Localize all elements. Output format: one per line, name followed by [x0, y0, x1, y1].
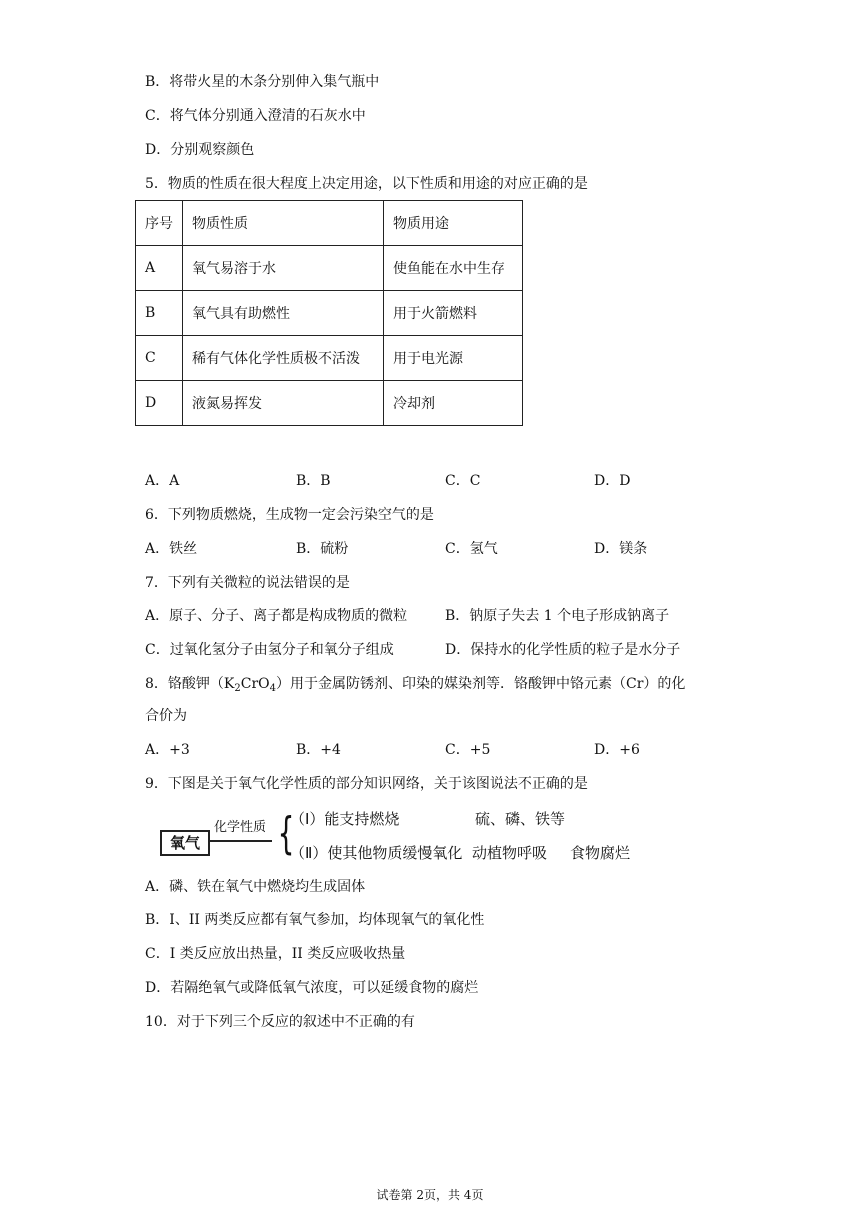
table-cell: 氧气易溶于水 [183, 246, 384, 291]
q7-option-c: C．过氧化氢分子由氢分子和氧分子组成 [145, 642, 394, 658]
q5-option-c: C．C [445, 473, 481, 489]
q9-option-d: D．若隔绝氧气或降低氧气浓度，可以延缓食物的腐烂 [145, 980, 479, 996]
q5-table [135, 200, 523, 426]
q8-option-b: B．+4 [296, 742, 341, 758]
table-row [136, 246, 523, 291]
q4-option-b: B．将带火星的木条分别伸入集气瓶中 [145, 74, 380, 90]
table-cell: 用于电光源 [384, 336, 523, 381]
diagram-connector-line [208, 840, 272, 842]
q9-stem: 9．下图是关于氧气化学性质的部分知识网络，关于该图说法不正确的是 [145, 776, 588, 792]
table-cell: A [136, 246, 183, 291]
q6-option-c: C．氢气 [445, 541, 498, 557]
q8-stem [145, 674, 685, 699]
table-cell: 冷却剂 [384, 381, 523, 426]
page-footer: 试卷第 2页，共 4页 [376, 1188, 484, 1202]
q6-option-b: B．硫粉 [296, 541, 349, 557]
q5-option-b: B．B [296, 473, 331, 489]
table-cell: 液氮易挥发 [183, 381, 384, 426]
table-row [136, 291, 523, 336]
q4-option-d: D．分别观察颜色 [145, 142, 255, 158]
q7-option-a: A．原子、分子、离子都是构成物质的微粒 [145, 608, 408, 624]
table-header-cell: 物质性质 [183, 201, 384, 246]
q8-option-c: C．+5 [445, 742, 491, 758]
table-row [136, 336, 523, 381]
diagram-branch1-examples: 硫、磷、铁等 [475, 810, 566, 828]
q9-option-b: B．I、II 两类反应都有氧气参加，均体现氧气的氧化性 [145, 912, 485, 928]
q5-stem: 5．物质的性质在很大程度上决定用途，以下性质和用途的对应正确的是 [145, 176, 588, 192]
q8-subscript: 2 [234, 683, 241, 694]
q5-option-a: A．A [145, 473, 180, 489]
table-row [136, 381, 523, 426]
table-header-row [136, 201, 523, 246]
q8-option-a: A．+3 [145, 742, 190, 758]
table-header-cell: 物质用途 [384, 201, 523, 246]
q8-stem-line2: 合价为 [145, 708, 187, 724]
q9-option-c: C．I 类反应放出热量，II 类反应吸收热量 [145, 946, 406, 962]
q4-option-c: C．将气体分别通入澄清的石灰水中 [145, 108, 366, 124]
table-cell: 氧气具有助燃性 [183, 291, 384, 336]
q8-option-d: D．+6 [594, 742, 640, 758]
oxygen-knowledge-diagram [160, 804, 660, 868]
table-cell: C [136, 336, 183, 381]
diagram-branch2-example1: 动植物呼吸 [472, 844, 548, 862]
q9-option-a: A．磷、铁在氧气中燃烧均生成固体 [145, 879, 366, 895]
q8-subscript: 4 [269, 683, 277, 694]
q7-stem: 7．下列有关微粒的说法错误的是 [145, 575, 350, 591]
diagram-oxygen-box: 氧气 [160, 830, 210, 856]
table-cell: 使鱼能在水中生存 [384, 246, 523, 291]
q8-stem-pre: 8．铬酸钾（K [145, 676, 235, 692]
q6-option-d: D．镁条 [594, 541, 648, 557]
table-cell: 稀有气体化学性质极不活泼 [183, 336, 384, 381]
q8-stem-post: ）用于金属防锈剂、印染的媒染剂等．铬酸钾中铬元素（Cr）的化 [276, 676, 686, 692]
diagram-branch2: （Ⅱ）使其他物质缓慢氧化 [290, 844, 463, 862]
q10-stem: 10．对于下列三个反应的叙述中不正确的有 [145, 1014, 415, 1030]
table-cell: D [136, 381, 183, 426]
diagram-branch1: （Ⅰ）能支持燃烧 [290, 810, 400, 828]
diagram-brace-icon: { [277, 808, 295, 859]
q5-option-d: D．D [594, 473, 631, 489]
q6-stem: 6．下列物质燃烧，生成物一定会污染空气的是 [145, 507, 434, 523]
diagram-branch2-example2: 食物腐烂 [570, 844, 631, 862]
q6-option-a: A．铁丝 [145, 541, 198, 557]
table-header-cell: 序号 [136, 201, 183, 246]
diagram-chem-property-label: 化学性质 [214, 820, 267, 835]
q7-option-d: D．保持水的化学性质的粒子是水分子 [445, 642, 681, 658]
table-cell: 用于火箭燃料 [384, 291, 523, 336]
table-cell: B [136, 291, 183, 336]
q7-option-b: B．钠原子失去 1 个电子形成钠离子 [445, 608, 670, 624]
q8-formula-mid: CrO [240, 676, 270, 692]
